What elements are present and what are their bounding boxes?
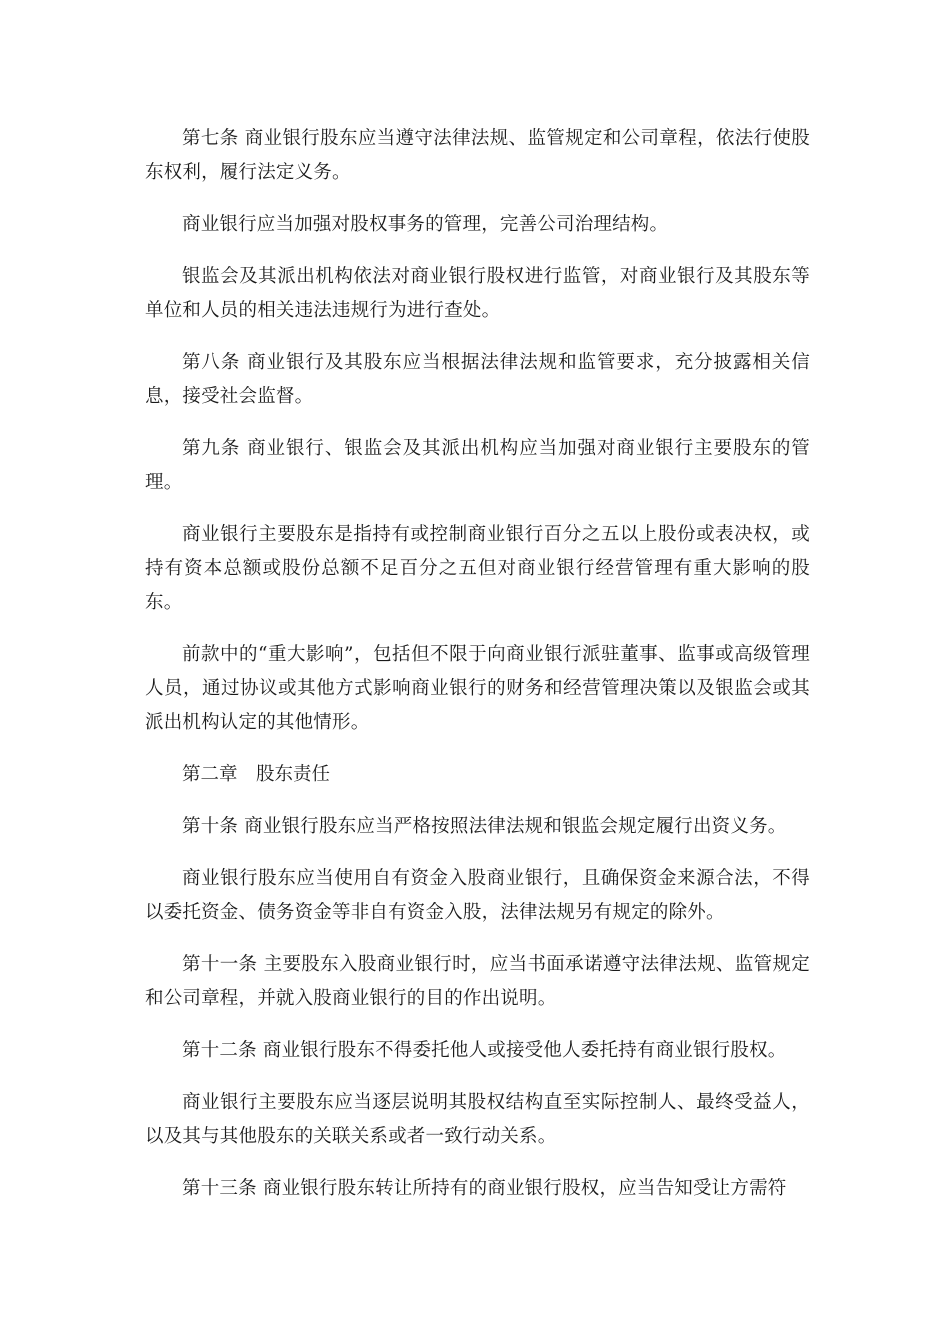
article-7-paragraph-3: 银监会及其派出机构依法对商业银行股权进行监管，对商业银行及其股东等单位和人员的相关违法违规行为进行查处。	[145, 266, 810, 321]
article-9-paragraph-3: 前款中的“重大影响”，包括但不限于向商业银行派驻董事、监事或高级管理人员，通过协议或其他方式影响商业银行的财务和经营管理决策以及银监会或其派出机构认定的其他情形。	[145, 644, 810, 733]
article-7-paragraph-2: 商业银行应当加强对股权事务的管理，完善公司治理结构。	[182, 214, 669, 235]
article-10-paragraph-2: 商业银行股东应当使用自有资金入股商业银行，且确保资金来源合法，不得以委托资金、债务资金等非自有资金入股，法律法规另有规定的除外。	[145, 868, 810, 923]
article-12-paragraph-2: 商业银行主要股东应当逐层说明其股权结构直至实际控制人、最终受益人，以及其与其他股东的关联关系或者一致行动关系。	[145, 1092, 810, 1147]
article-9-paragraph-2: 商业银行主要股东是指持有或控制商业银行百分之五以上股份或表决权，或持有资本总额或股份总额不足百分之五但对商业银行经营管理有重大影响的股东。	[145, 524, 810, 613]
article-10-paragraph: 第十条 商业银行股东应当严格按照法律法规和银监会规定履行出资义务。	[182, 816, 787, 837]
article-9-paragraph: 第九条 商业银行、银监会及其派出机构应当加强对商业银行主要股东的管理。	[145, 438, 810, 493]
document-page	[145, 122, 810, 1224]
article-12-paragraph: 第十二条 商业银行股东不得委托他人或接受他人委托持有商业银行股权。	[182, 1040, 787, 1061]
article-11-paragraph: 第十一条 主要股东入股商业银行时，应当书面承诺遵守法律法规、监管规定和公司章程，并就入股商业银行的目的作出说明。	[145, 954, 810, 1009]
article-13-paragraph: 第十三条 商业银行股东转让所持有的商业银行股权，应当告知受让方需符	[182, 1178, 787, 1199]
article-8-paragraph: 第八条 商业银行及其股东应当根据法律法规和监管要求，充分披露相关信息，接受社会监督。	[145, 352, 810, 407]
article-7-paragraph: 第七条 商业银行股东应当遵守法律法规、监管规定和公司章程，依法行使股东权利，履行法定义务。	[145, 128, 810, 183]
chapter-heading: 第二章 股东责任	[182, 764, 331, 785]
